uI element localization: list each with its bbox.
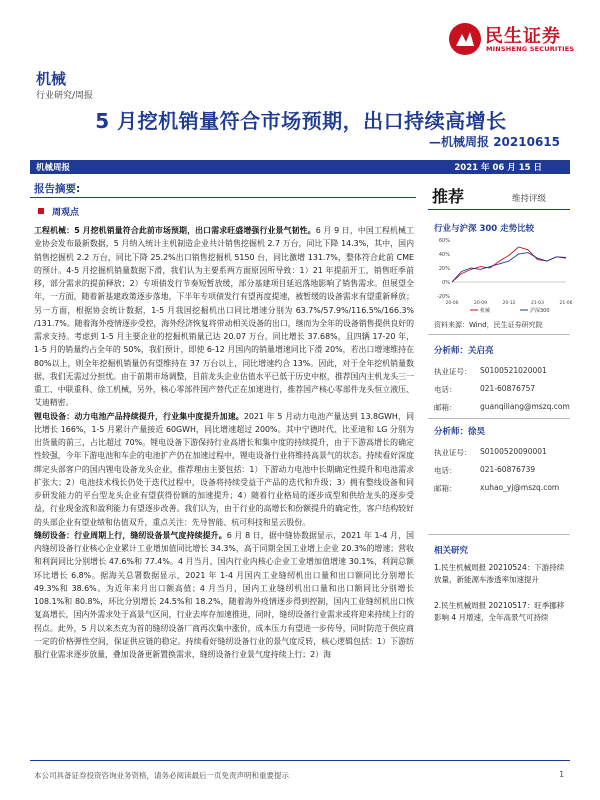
chart-title: 行业与沪深 300 走势比较	[434, 224, 535, 234]
rating: 推荐	[432, 187, 465, 206]
keypoints-heading: 周观点	[52, 208, 80, 218]
y-tick-label: 60%	[438, 238, 450, 244]
chart-source: 资料来源：Wind，民生证券研究院	[434, 321, 543, 329]
paragraph-lithium	[34, 410, 414, 529]
x-tick-label: 20-09	[473, 301, 488, 306]
paragraph-lead: 锂电设备：动力电池产品持续提升，行业集中度提升加速。	[34, 411, 244, 421]
related-report[interactable]: 1.民生机械周报 20210524：下游持续放量，新能源车渗透率加速提升	[434, 563, 565, 584]
industry-label: 机械	[36, 70, 67, 88]
report-category: 行业研究/周报	[36, 91, 94, 101]
analyst-mail-label: 邮箱：	[434, 484, 457, 493]
related-report[interactable]: 2.民生机械周报 20210517：旺季挪移影响 4 月增速，全年高景气可持续	[434, 601, 565, 622]
series-line-0	[452, 247, 566, 282]
analyst-cert: S0100520090001	[480, 447, 547, 456]
analyst-cert-label: 执业证号：	[434, 367, 472, 376]
x-tick-label: 20-06	[445, 301, 459, 306]
paragraph-text: 2021 年 5 月动力电池产量达到 13.8GWH，同比增长 166%，1-5 月累计产量接近 60GWH，同比增速超过 200%。其中宁德时代、比亚迪和 LG 分别为出货量的前三，占比超过 70%。锂电设备下游保持行业高增长和集中度的持续提升，由于下游高增长的确定性较强，今年下游电池和车企的电池扩产仍在加速过程中，锂电设备行业将维持高景气的状态。持续看好深度绑定头部客户的国内锂电设备龙头企业，推荐理由主要包括：1）下游动力电池中长期确定性提升和电池需求扩张大；2）电池技术栈长仍处于迭代过程中，设备将持续受益于产品的迭代和升级；3）拥有整线设备和同步研发能力的平台型龙头企业有望获得份额的加速提升；4）随着行业格局的逐步成型和供给龙头的逐步受益，行业现金流和盈利能力有望逐步改善。我们认为，由于行业的高增长和份额提升的确定性，客户结构较好的头部企业有望业绩和估值双升，重点关注：先导智能、杭可科技和星云股份。	[34, 411, 414, 527]
analyst-tel: 021-60876739	[480, 465, 536, 474]
legend-label: 沪深300	[530, 308, 550, 314]
footer-disclaimer: 本公司具备证券投资咨询业务资格，请务必阅读最后一页免责声明和重要提示	[34, 771, 289, 780]
paragraph-text: 6 月 8 日，据中缝协数据显示，2021 年 1-4 月，国内缝纫设备行业核心企业累计工业增加值同比增长 34.3%，高于同期全国工业增上企业 20.3%的增速；营收和利润同比分别增长 47.6%和 77.4%。4 月当月，国内行业内核心企业工业增加值增速 30.1%，利润总额环比增长 6.8%。据海关总署数据显示，2021 年 1-4 月国内工业缝纫机出口量和出口额同比分别增长 49.3%和 38.6%。为近年来月出口额高值；4 月当月，国内工业缝纫机出口量和出口额同比分别增长 108.1%和 80.8%，环比分别增长 24.5%和 18.2%，随着海外疫情逐步得到控制，国内工业缝纫机出口恢复高增长，国内外需求处于高景气区间，行业去库存加速推进，同时，缝纫设备行业需求或将迎来持续上行的拐点。此外，5 月以来杰克为首的缝纫设备厂商再次集中涨价，成本压力有望进一步传导，同时防范于供应商一定的价格弹性空间，保证供应链的稳定。持续看好缝纫设备行业的景气度反转，核心逻辑包括：1）下游纺服行业需求逐步放量，叠加设备更新置换需求，缝纫设备行业景气度持续上行；2）海	[34, 530, 414, 659]
analyst-tel-label: 电话：	[434, 385, 457, 394]
divider	[428, 534, 570, 535]
analyst-mail-label: 邮箱：	[434, 403, 457, 412]
x-tick-label: 20-12	[502, 301, 516, 306]
divider	[428, 334, 570, 335]
page-number: 1	[559, 770, 564, 779]
analyst-heading: 分析师：关启亮	[434, 346, 494, 356]
summary-heading: 报告摘要:	[34, 183, 81, 195]
analyst-email[interactable]: xuhao_yj@mszq.com	[480, 483, 560, 492]
y-tick-label: 0%	[442, 280, 450, 286]
divider	[30, 197, 416, 198]
analyst-tel: 021-60876757	[480, 384, 536, 393]
analyst-heading: 分析师：徐昊	[434, 427, 486, 437]
y-tick-label: -20%	[437, 294, 450, 300]
x-tick-label: 21-03	[530, 301, 545, 306]
related-heading: 相关研究	[434, 546, 469, 556]
analyst-tel-label: 电话：	[434, 466, 457, 475]
x-tick-label: 21-06	[559, 301, 573, 306]
divider	[428, 418, 570, 419]
analyst-cert-label: 执业证号：	[434, 448, 472, 457]
brand-name: 民生证券	[485, 26, 561, 47]
brand-logo-icon	[448, 22, 482, 56]
trend-chart	[430, 234, 573, 314]
paragraph-lead: 缝纫设备：行业周期上行，缝纫设备景气度持续提升。	[34, 530, 227, 540]
series-line-1	[452, 253, 566, 282]
y-tick-label: 40%	[438, 252, 450, 258]
paragraph-text: 6 月 9 日，中国工程机械工业协会发布最新数据，5 月纳入统计主机制造企业共计销售挖掘机 2.7 万台，同比下降 14.3%，其中，国内销售挖掘机 2.2 万台，同比下降 25.2%出口销售挖掘机 5150 台，同比激增 131.7%，整体符合此前 CME 的预计。4-5 月挖掘机销量数据下滑，我们认为主要系两方面原因所导致：1）21 年提前开工，销售旺季前移，部分需求的提前释放；2）专项债发行节奏短暂放缓，部分基建项目延迟落地影响了销售需求。但展望全年，一方面，随着新基建政策逐步落地，下半年专项债发行有望再度提速，被暂缓的设备需求有望重新释放；另一方面，根据协会统计数据，1-5 月我国挖掘机出口同比增速分别为 63.7%/57.9%/116.5%/166.3% /131.7%。随着海外疫情逐步受控，海外经济恢复将带动相关设备的出口，继而为全年的设备销售提供良好的需求支持。考虑到 1-5 月主要企业的挖掘机销量已达 20.07 万台，同比增长 37.68%，且四辆 17-20 年，1-5 月的销量约占全年的 50%，我们预计，即使 6-12 月国内的销量增速同比下滑 20%，若出口增速维持在 80%以上，则全年挖掘机销量仍有望维持在 37 万台以上，同比增速约合 13%。因此，对于全年挖机销量数据，我们无需过分担忧。由于前期市场调整，目前龙头企业估值水平已低于历史中枢，推荐国内主机龙头三一重工、中联重科、徐工机械，另外，核心零部件国产替代正在加速进行，推荐国产核心零部件龙头恒立液压、艾迪精密。	[34, 226, 414, 408]
brand-name-en: MINSHENG SECURITIES	[486, 45, 575, 53]
banner-label: 机械周报	[36, 163, 71, 173]
rating-sub: 维持评级	[512, 194, 547, 204]
legend-label: 机械	[480, 308, 491, 314]
analyst-email[interactable]: guanqiliang@mszq.com	[480, 402, 570, 411]
paragraph-construction	[34, 224, 414, 410]
report-date: 2021 年 06 月 15 日	[454, 163, 542, 173]
divider	[30, 760, 570, 761]
report-subtitle: —机械周报 20210615	[429, 135, 560, 149]
y-tick-label: 20%	[438, 266, 450, 272]
paragraph-sewing	[34, 529, 414, 662]
paragraph-lead: 工程机械：5 月挖机销量符合此前市场预期，出口需求旺盛增强行业景气韧性。	[34, 226, 316, 235]
analyst-cert: S0100521020001	[480, 366, 547, 375]
bullet-square-icon	[38, 208, 44, 214]
divider	[428, 209, 570, 210]
report-title: 5 月挖机销量符合市场预期，出口持续高增长	[95, 109, 507, 133]
summary-body	[34, 224, 414, 661]
